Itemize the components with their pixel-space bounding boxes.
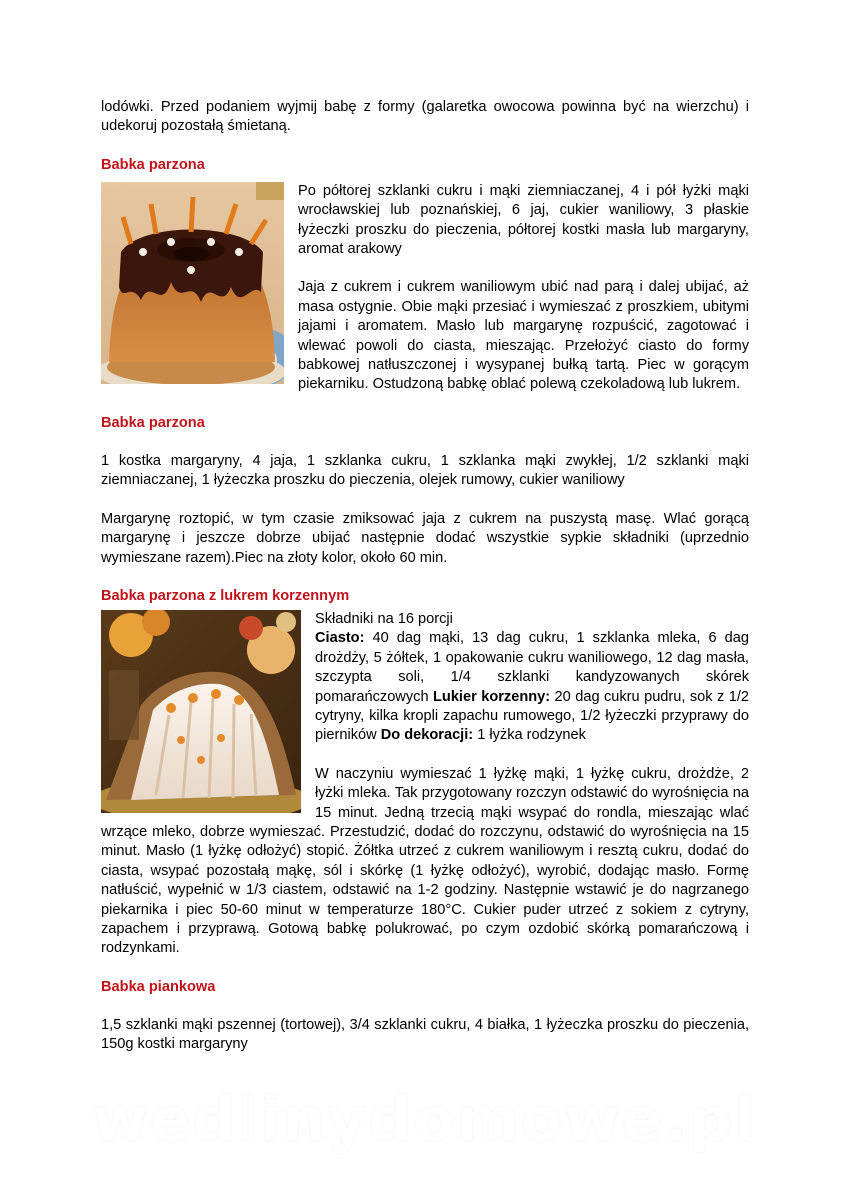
portions-text: Składniki na 16 porcji <box>315 610 453 627</box>
glazed-babka-photo <box>101 610 301 813</box>
recipe-title: Babka parzona <box>101 156 205 173</box>
bundt-cake-chocolate-photo <box>101 182 284 384</box>
recipe-section <box>101 182 749 395</box>
ingredients-label: Ciasto: <box>315 630 365 647</box>
ingredients-paragraph: 1,5 szklanki mąki pszennej (tortowej), 3/4 szklanki cukru, 4 białka, 1 łyżeczka proszku do pieczenia, 150g kostki margaryny <box>101 1016 749 1053</box>
recipe-title: Babka parzona <box>101 414 205 431</box>
method-paragraph: W naczyniu wymieszać 1 łyżkę mąki, 1 łyżkę cukru, drożdże, 2 łyżki mleka. Tak przygotowany rozczyn odstawić do wyrośnięcia na 15 minut. Jedną trzecią mąki wsypać do rondla, mieszając wlać wrzące mleko, dobrze wymieszać. Przestudzić, dodać do rozczynu, odstawić do wyrośnięcia na 15 minut. Masło (1 łyżkę odłożyć) stopić. Żółtka utrzeć z cukrem waniliowym i resztą cukru, dodać do ciasta, wsypać pozostałą mąkę, sól i skórkę (1 łyżkę odłożyć), wyrobić, dodając masło. Formę natłuścić, wypełnić w 1/3 ciastem, odstawić na 1-2 godziny. Następnie wstawić je do nagrzanego piekarnika i piec 50-60 minut w temperaturze 180°C. Cukier puder utrzeć z sokiem z cytryny, zapachem i przyprawą. Gotową babkę polukrować, po czym ozdobić skórką pomarańczową i rodzynkami. <box>101 765 749 957</box>
document-page <box>101 98 749 1055</box>
ingredients-text: 20 dag cukru pudru, sok z 1/2 cytryny, kilka kropli zapachu rumowego, 1/2 łyżeczki przyprawy do pierników <box>315 688 750 744</box>
ingredients-label: Do dekoracji: <box>380 727 474 744</box>
recipe-title: Babka piankowa <box>101 978 216 995</box>
recipe-title: Babka parzona z lukrem korzennym <box>101 587 350 604</box>
method-paragraph: Jaja z cukrem i cukrem waniliowym ubić nad parą i dalej ubijać, aż masa ostygnie. Obie mąki przesiać i wymieszać z proszkiem, ubitymi jajami i aromatem. Masło lub margarynę rozpuścić, zagotować i wlewać powoli do ciasta, mieszając. Przełożyć ciasto do formy babkowej natłuszczonej i wysypanej bułką tartą. Piec w gorącym piekarniku. Ostudzoną babkę oblać polewą czekoladową lub lukrem. <box>298 279 749 393</box>
ingredients-label: Lukier korzenny: <box>432 688 551 705</box>
method-paragraph: Margarynę roztopić, w tym czasie zmiksować jaja z cukrem na puszystą masę. Wlać gorącą margarynę i jeszcze dobrze ubijać następnie dodać wszystkie sypkie składniki (uprzednio wymieszane razem).Piec na złoty kolor, około 60 min. <box>101 510 749 566</box>
intro-paragraph: lodówki. Przed podaniem wyjmij babę z formy (galaretka owocowa powinna być na wierzchu) i udekoruj pozostałą śmietaną. <box>101 99 749 135</box>
ingredients-paragraph: Po półtorej szklanki cukru i mąki ziemniaczanej, 4 i pół łyżki mąki wrocławskiej lub poznańskiej, 6 jaj, cukier waniliowy, 3 płaskie łyżeczki proszku do pieczenia, półtorej kostki masła lub margaryny, aromat arakowy <box>298 182 749 258</box>
ingredients-text: 1 łyżka rodzynek <box>473 727 586 744</box>
watermark: wedlinydomowe.pl <box>92 1085 757 1155</box>
ingredients-text: 40 dag mąki, 13 dag cukru, 1 szklanka mleka, 6 dag drożdży, 5 żółtek, 1 opakowanie cukru waniliowego, 12 dag masła, szczypta soli, 1/4 szklanki kandyzowanych skórek pomarańczowych <box>315 630 749 705</box>
recipe-section <box>101 610 749 959</box>
ingredients-paragraph: 1 kostka margaryny, 4 jaja, 1 szklanka cukru, 1 szklanka mąki zwykłej, 1/2 szklanki mąki ziemniaczanej, 1 łyżeczka proszku do pieczenia, olejek rumowy, cukier waniliowy <box>101 452 749 489</box>
